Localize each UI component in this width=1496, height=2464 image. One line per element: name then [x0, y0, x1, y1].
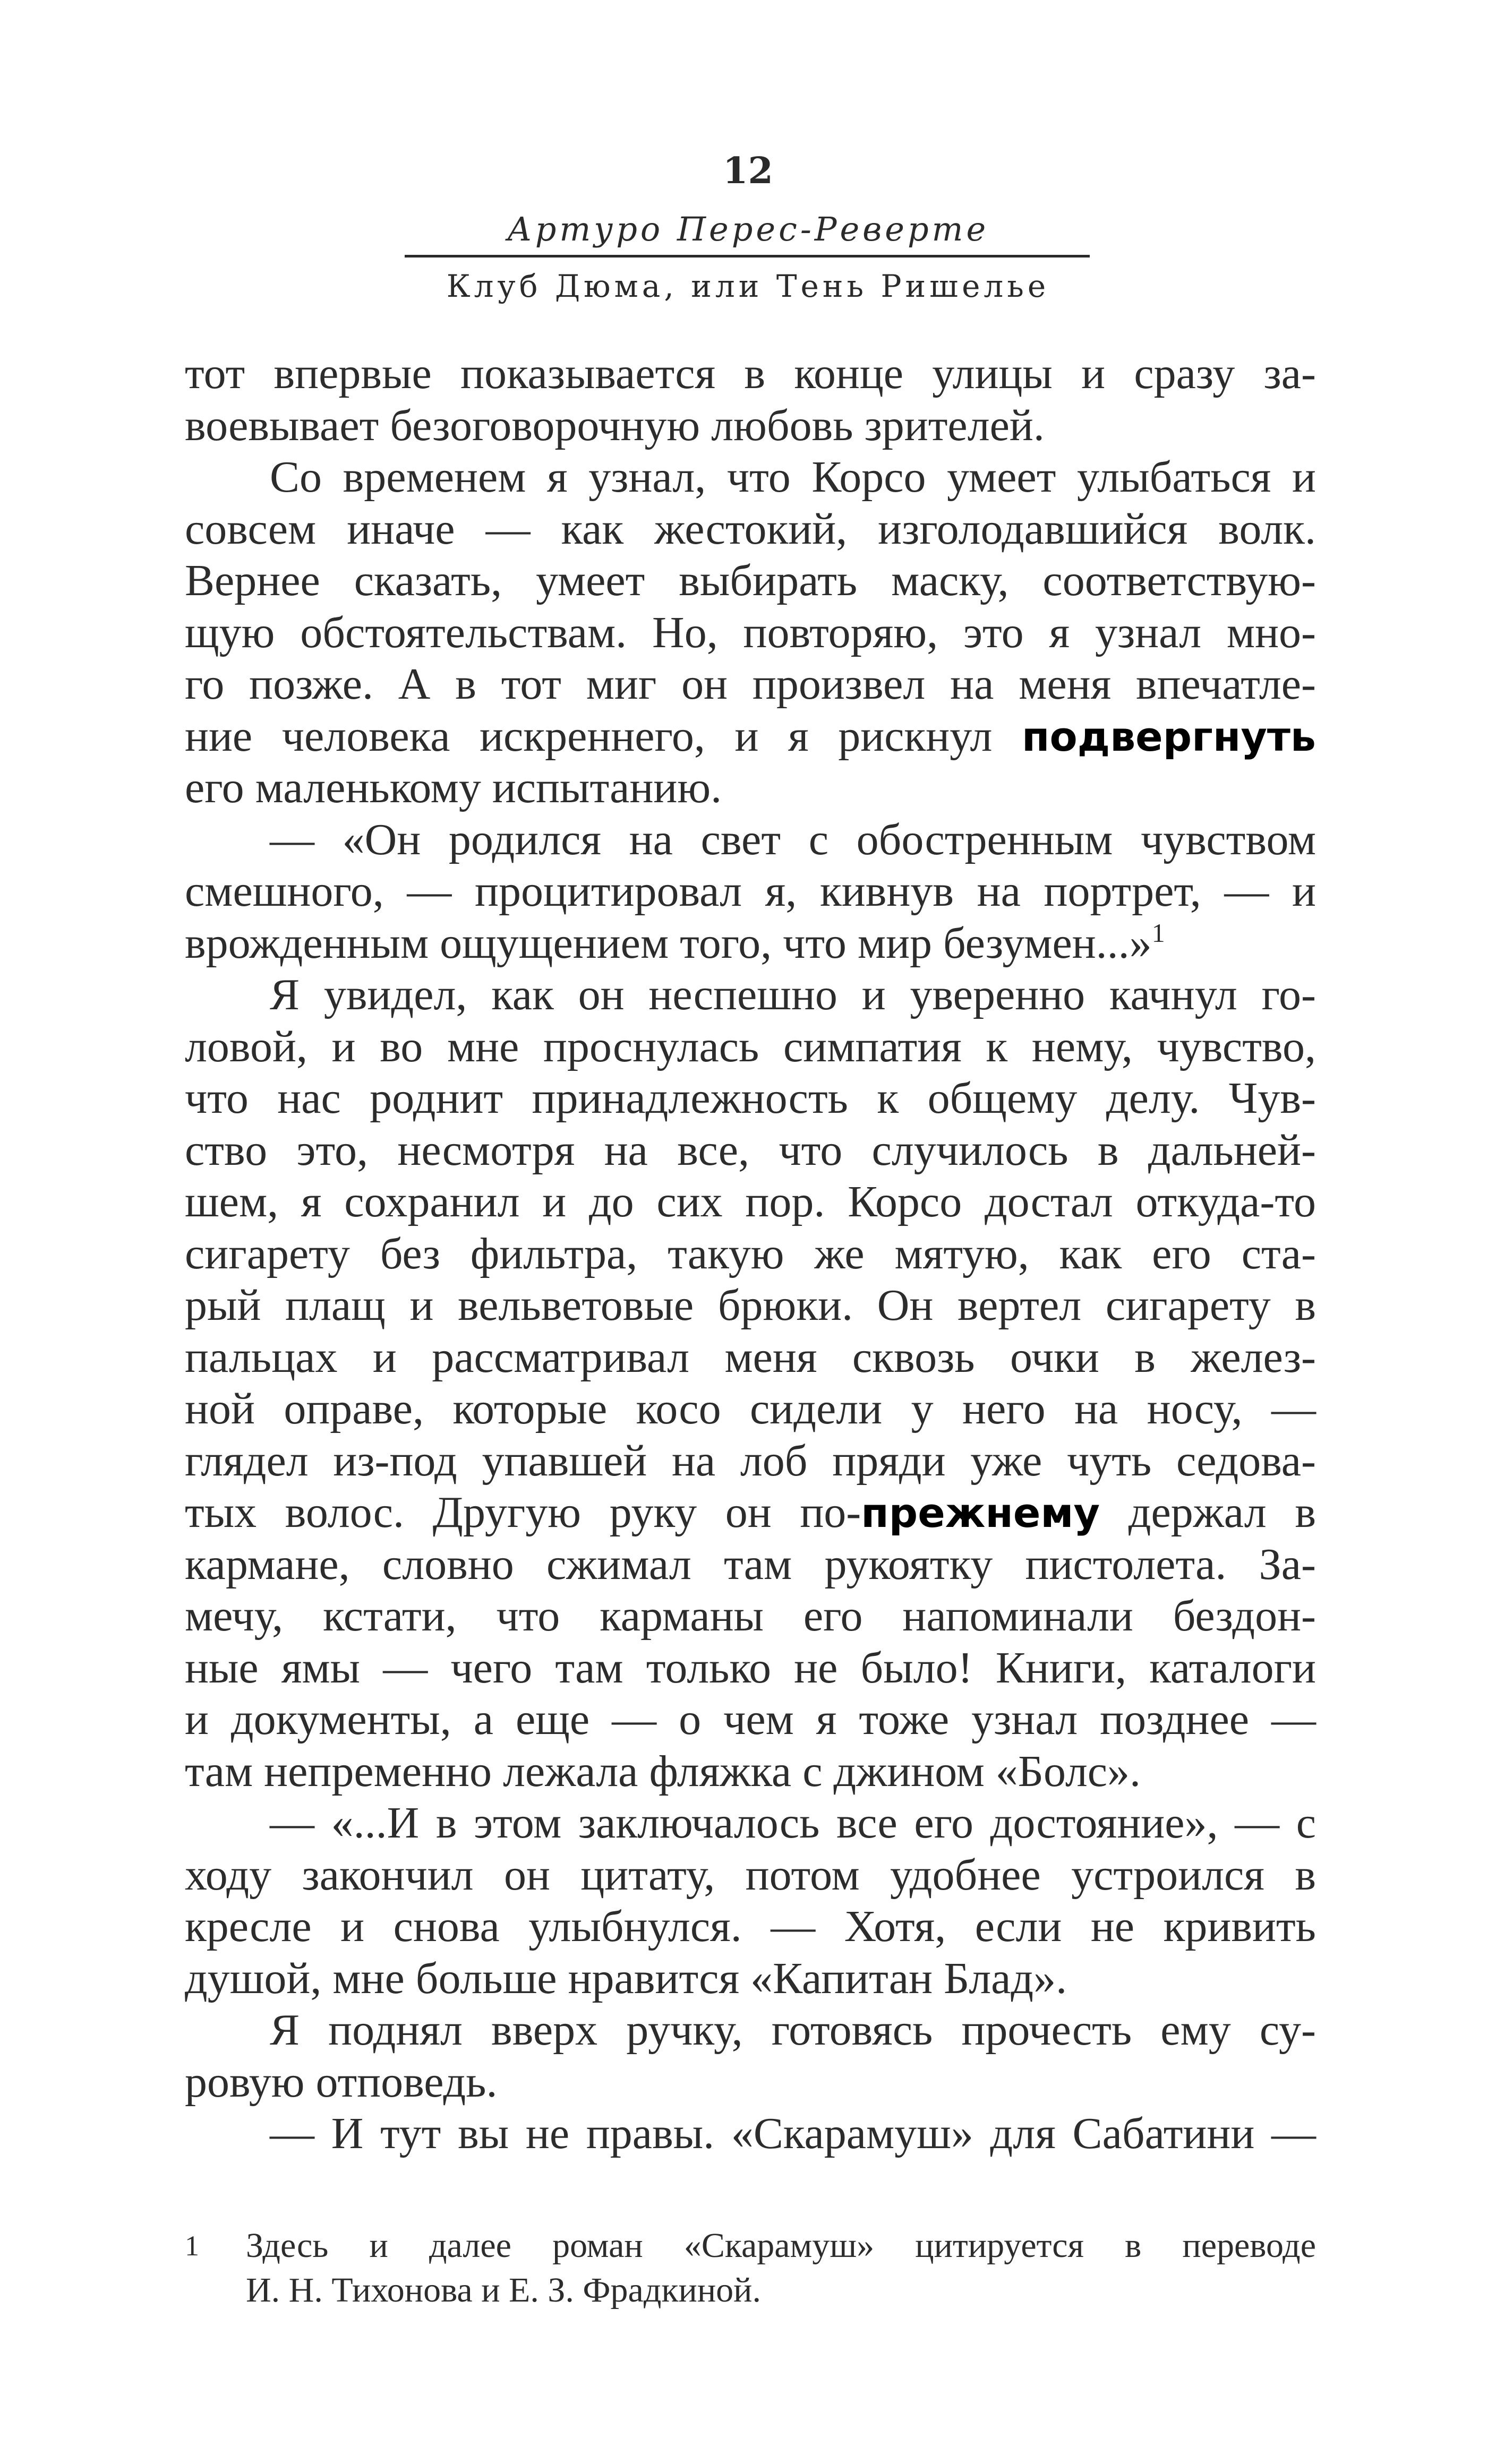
text-line: ные ямы — чего там только не было! Книги, каталоги [185, 1643, 1316, 1693]
highlighted-word: подвергнуть [1021, 712, 1316, 760]
footnote-line [185, 2223, 1316, 2268]
text-line: ство это, несмотря на все, что случилось в дальней- [185, 1125, 1316, 1175]
text-line: ровую отповедь. [185, 2057, 498, 2107]
running-header-author: Артуро Перес-Реверте [507, 210, 989, 248]
text-line: Я поднял вверх ручку, готовясь прочесть ему су- [270, 2005, 1316, 2055]
text-line: кресле и снова улыбнулся. — Хотя, если не кривить [185, 1902, 1316, 1951]
text-line: го позже. А в тот миг он произвел на меня впечатле- [185, 659, 1316, 709]
text-segment: тых волос. Другую руку он по- [185, 1488, 861, 1537]
page-number: 12 [723, 150, 773, 192]
highlighted-word: прежнему [861, 1489, 1100, 1536]
text-segment: держал в [1100, 1488, 1316, 1537]
footnote-reference: 1 [1151, 917, 1165, 948]
text-line: сигарету без фильтра, такую же мятую, как его ста- [185, 1229, 1316, 1278]
footnote-marker: 1 [185, 2230, 199, 2262]
text-line: тот впервые показывается в конце улицы и сразу за- [185, 349, 1316, 398]
footnote-line: И. Н. Тихонова и Е. З. Фрадкиной. [246, 2271, 761, 2310]
text-line: что нас роднит принадлежность к общему делу. Чув- [185, 1074, 1316, 1123]
text-line: рый плащ и вельветовые брюки. Он вертел сигарету в [185, 1281, 1316, 1330]
text-line [185, 1487, 1316, 1539]
text-line: шем, я сохранил и до сих пор. Корсо достал откуда-то [185, 1177, 1316, 1226]
text-line: щую обстоятельствам. Но, повторяю, это я узнал мно- [185, 607, 1316, 657]
text-line: воевывает безоговорочную любовь зрителей. [185, 400, 1045, 450]
body-text [185, 348, 1316, 2160]
text-line [185, 710, 1316, 762]
text-line: Со временем я узнал, что Корсо умеет улыбаться и [270, 452, 1316, 502]
text-line: — И тут вы не правы. «Скарамуш» для Сабатини — [270, 2109, 1316, 2158]
text-line: и документы, а еще — о чем я тоже узнал позднее — [185, 1695, 1316, 1744]
text-line: — «...И в этом заключалось все его достояние», — с [270, 1798, 1316, 1848]
text-line: его маленькому испытанию. [185, 763, 722, 812]
text-line: Вернее сказать, умеет выбирать маску, соответствую- [185, 556, 1316, 605]
text-line: Я увидел, как он неспешно и уверенно качнул го- [270, 970, 1316, 1019]
text-line: ходу закончил он цитату, потом удобнее устроился в [185, 1850, 1316, 1900]
text-line: кармане, словно сжимал там рукоятку пистолета. За- [185, 1539, 1316, 1589]
text-line: душой, мне больше нравится «Капитан Блад». [185, 1953, 1067, 2003]
text-line: глядел из-под упавшей на лоб пряди уже чуть седова- [185, 1436, 1316, 1486]
text-line: там непременно лежала фляжка с джином «Болс». [185, 1746, 1141, 1796]
running-header-title: Клуб Дюма, или Тень Ришелье [446, 268, 1050, 304]
text-line: ловой, и во мне проснулась симпатия к нему, чувство, [185, 1021, 1316, 1071]
text-line: пальцах и рассматривал меня сквозь очки в желез- [185, 1332, 1316, 1382]
footnote [185, 2223, 1316, 2313]
text-segment: ние человека искреннего, и я рискнул [185, 711, 993, 761]
text-line: ной оправе, которые косо сидели у него на носу, — [185, 1384, 1316, 1433]
text-line [185, 917, 1316, 969]
text-line: совсем иначе — как жестокий, изголодавшийся волк. [185, 504, 1316, 554]
text-line: мечу, кстати, что карманы его напоминали бездон- [185, 1591, 1316, 1641]
text-segment: врожденным ощущением того, что мир безумен...» [185, 918, 1152, 968]
text-line: — «Он родился на свет с обостренным чувством [270, 814, 1316, 864]
header-rule [405, 255, 1090, 257]
footnote-text: Здесь и далее роман «Скарамуш» цитируется в переводе [246, 2226, 1316, 2265]
text-line: смешного, — процитировал я, кивнув на портрет, — и [185, 866, 1316, 916]
